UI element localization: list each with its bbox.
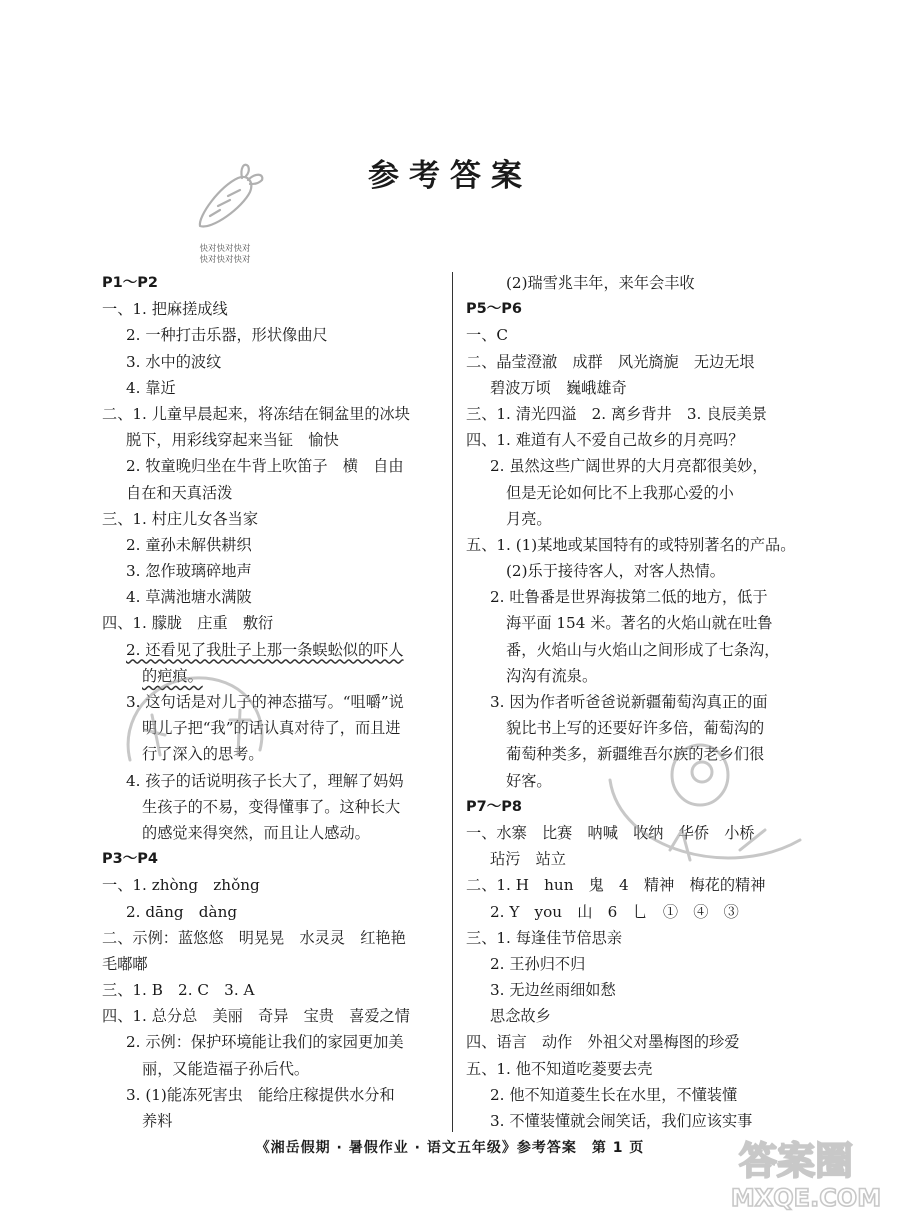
answer-text: 2. 牧童晚归坐在牛背上吹笛子 横 自由 [126,457,404,476]
answer-text: 丽，又能造福子孙后代。 [142,1059,310,1078]
answer-text: 五、1. 他不知道吃菱要去壳 [466,1059,653,1078]
answer-line [102,322,452,348]
answer-text: 貌比书上写的还要好许多倍，葡萄沟的 [506,719,765,738]
answer-text: 三、1. 村庄儿女各当家 [102,509,259,528]
answer-line [102,480,452,506]
answer-text: 2. 王孙归不归 [490,954,586,973]
answer-line [466,427,828,453]
answer-line [102,506,452,532]
answer-text: 3. 无边丝雨细如愁 [490,981,616,1000]
answer-text: P1～P2 [102,275,158,291]
answer-line [466,977,828,1003]
answer-line [466,1108,828,1134]
answer-line [466,480,828,506]
answer-text: 自在和天真活泼 [126,483,233,502]
answer-line [102,558,452,584]
answer-text: 2. 他不知道菱生长在水里，不懂装懂 [490,1085,738,1104]
answer-line [466,1082,828,1108]
answer-line [466,1056,828,1082]
answer-line [102,820,452,846]
answer-text: 生孩子的不易，变得懂事了。这种长大 [142,797,401,816]
answer-text: 思念故乡 [490,1007,551,1026]
answer-text: 脱下，用彩线穿起来当钲 愉快 [126,431,339,450]
answer-line [466,270,828,296]
answer-line [102,663,452,689]
answer-line [466,558,828,584]
answer-line [102,1056,452,1082]
answer-text: P5～P6 [466,301,522,318]
answer-text: 4. 孩子的话说明孩子长大了，理解了妈妈 [126,771,404,790]
page-footer: 《湘岳假期 · 暑假作业 · 语文五年级》参考答案 第 1 页 [255,1140,645,1156]
answer-line [102,296,452,322]
answer-text: 2. Y you 山 6 乚 ① ④ ③ [490,902,739,921]
answer-line [102,1003,452,1029]
answer-line [466,453,828,479]
answer-line [102,1029,452,1055]
answer-line [102,401,452,427]
answer-line [102,637,452,663]
answer-text: 二、1. H hun 鬼 4 精神 梅花的精神 [466,876,766,895]
answer-line [102,715,452,741]
answer-text: 3. 这句话是对儿子的神态描写。“咀嚼”说 [126,693,404,711]
answer-text: 4. 草满池塘水满陂 [126,588,252,607]
answer-line [102,349,452,375]
column-divider [452,272,453,1132]
answer-line [102,794,452,820]
answer-text: 三、1. 每逢佳节倍思亲 [466,928,623,947]
answer-text: 但是无论如何比不上我那心爱的小 [506,483,734,502]
left-column [102,270,452,1134]
answer-line [466,846,828,872]
answer-text: 2. dāng dàng [126,902,238,921]
answer-text: 3. (1)能冻死害虫 能给庄稼提供水分和 [126,1085,395,1104]
answer-line [102,925,452,951]
answer-text: 2. 还看见了我肚子上那一条蜈蚣似的吓人 [126,640,404,659]
answer-text: 2. 吐鲁番是世界海拔第二低的地方，低于 [490,588,768,607]
answer-text: 四、语言 动作 外祖父对墨梅图的珍爱 [466,1033,740,1052]
answer-line [102,610,452,636]
answer-line [102,453,452,479]
answer-line [102,1108,452,1134]
answer-line [466,1029,828,1055]
section-heading [102,846,452,872]
answer-line [466,768,828,794]
answer-line [466,322,828,348]
answer-line [102,741,452,767]
answer-text: 行了深入的思考。 [142,745,264,764]
answer-text: 一、1. 把麻搓成线 [102,300,228,319]
answer-text: 五、1. (1)某地或某国特有的或特别著名的产品。 [466,535,796,554]
answer-text: 好客。 [506,771,552,790]
answer-line [466,820,828,846]
answer-text: 的感觉来得突然，而且让人感动。 [142,823,370,842]
answer-line [102,532,452,558]
answer-line [102,375,452,401]
answer-text: 一、C [466,326,508,345]
answer-text: 三、1. B 2. C 3. A [102,981,255,1000]
answer-line [466,872,828,898]
answer-text: 沟沟有流泉。 [506,666,598,685]
answer-text: 四、1. 朦胧 庄重 敷衍 [102,614,274,633]
answer-line [466,663,828,689]
answer-text: 毛嘟嘟 [102,954,148,973]
watermark-line2: MXQE.COM [730,1184,882,1212]
answer-text: 二、1. 儿童早晨起来，将冻结在铜盆里的冰块 [102,404,410,423]
answer-text: 2. 童孙未解供耕织 [126,535,252,554]
page-title: 参考答案 [368,158,532,194]
answer-text: 葡萄种类多，新疆维吾尔族的老乡们很 [506,745,765,764]
answer-text: P7～P8 [466,798,522,815]
answer-text: 三、1. 清光四溢 2. 离乡背井 3. 良辰美景 [466,404,767,423]
answer-line [102,689,452,715]
answer-line [466,584,828,610]
section-heading [466,794,828,820]
answer-line [466,349,828,375]
answer-line [466,532,828,558]
answer-line [102,768,452,794]
mxqe-watermark-icon [706,1132,886,1212]
answer-text: 一、1. zhòng zhǒng [102,876,260,895]
answer-text: 月亮。 [506,509,552,528]
answer-text: 3. 水中的波纹 [126,352,222,371]
answer-line [466,637,828,663]
answer-line [466,689,828,715]
answer-text: 碧波万顷 巍峨雄奇 [490,378,627,397]
answer-text: 二、晶莹澄澈 成群 风光旖旎 无边无垠 [466,352,755,371]
answer-line [466,741,828,767]
section-heading [102,270,452,296]
answer-text: 3. 忽作玻璃碎地声 [126,562,252,581]
answer-line [466,506,828,532]
answer-text: 玷污 站立 [490,850,566,869]
answer-text: 四、1. 难道有人不爱自己故乡的月亮吗？ [466,431,744,450]
answer-text: 的疤痕。 [142,666,203,685]
answer-line [466,375,828,401]
answer-text: 2. 示例：保护环境能让我们的家园更加美 [126,1033,404,1052]
answer-text: P3～P4 [102,851,158,868]
answer-text: (2)乐于接待客人，对客人热情。 [506,562,725,581]
answer-text: 明儿子把“我”的话认真对待了，而且进 [142,719,401,738]
watermark-line1: 答案圈 [738,1139,854,1183]
logo-caption: 快对快对快对 [199,255,251,265]
answer-line [102,872,452,898]
answer-text: (2)瑞雪兆丰年，来年会丰收 [506,274,695,292]
answer-text: 3. 因为作者听爸爸说新疆葡萄沟真正的面 [490,693,768,711]
answer-line [102,427,452,453]
answer-text: 养料 [142,1112,173,1130]
answer-line [466,899,828,925]
answer-line [102,1082,452,1108]
answer-line [466,951,828,977]
answer-text: 2. 虽然这些广阔世界的大月亮都很美妙， [490,457,768,476]
answer-text: 4. 靠近 [126,378,176,397]
answer-line [102,584,452,610]
answer-text: 3. 不懂装懂就会闹笑话，我们应该实事 [490,1112,753,1130]
answer-line [466,610,828,636]
answer-text: 一、水寨 比赛 呐喊 收纳 华侨 小桥 [466,823,755,842]
logo-caption: 快对快对快对 [199,244,251,254]
answer-line [466,715,828,741]
answer-line [466,925,828,951]
answer-text: 2. 一种打击乐器，形状像曲尺 [126,326,328,345]
answer-line [102,977,452,1003]
answer-line [102,899,452,925]
section-heading [466,296,828,322]
answer-text: 海平面 154 米。著名的火焰山就在吐鲁 [506,614,773,633]
answer-text: 四、1. 总分总 美丽 奇异 宝贵 喜爱之情 [102,1007,410,1026]
answer-line [466,401,828,427]
answer-text: 二、示例：蓝悠悠 明晃晃 水灵灵 红艳艳 [102,928,406,947]
right-column [466,270,828,1134]
answer-line [466,1003,828,1029]
answer-line [102,951,452,977]
answer-text: 番，火焰山与火焰山之间形成了七条沟， [506,640,780,659]
